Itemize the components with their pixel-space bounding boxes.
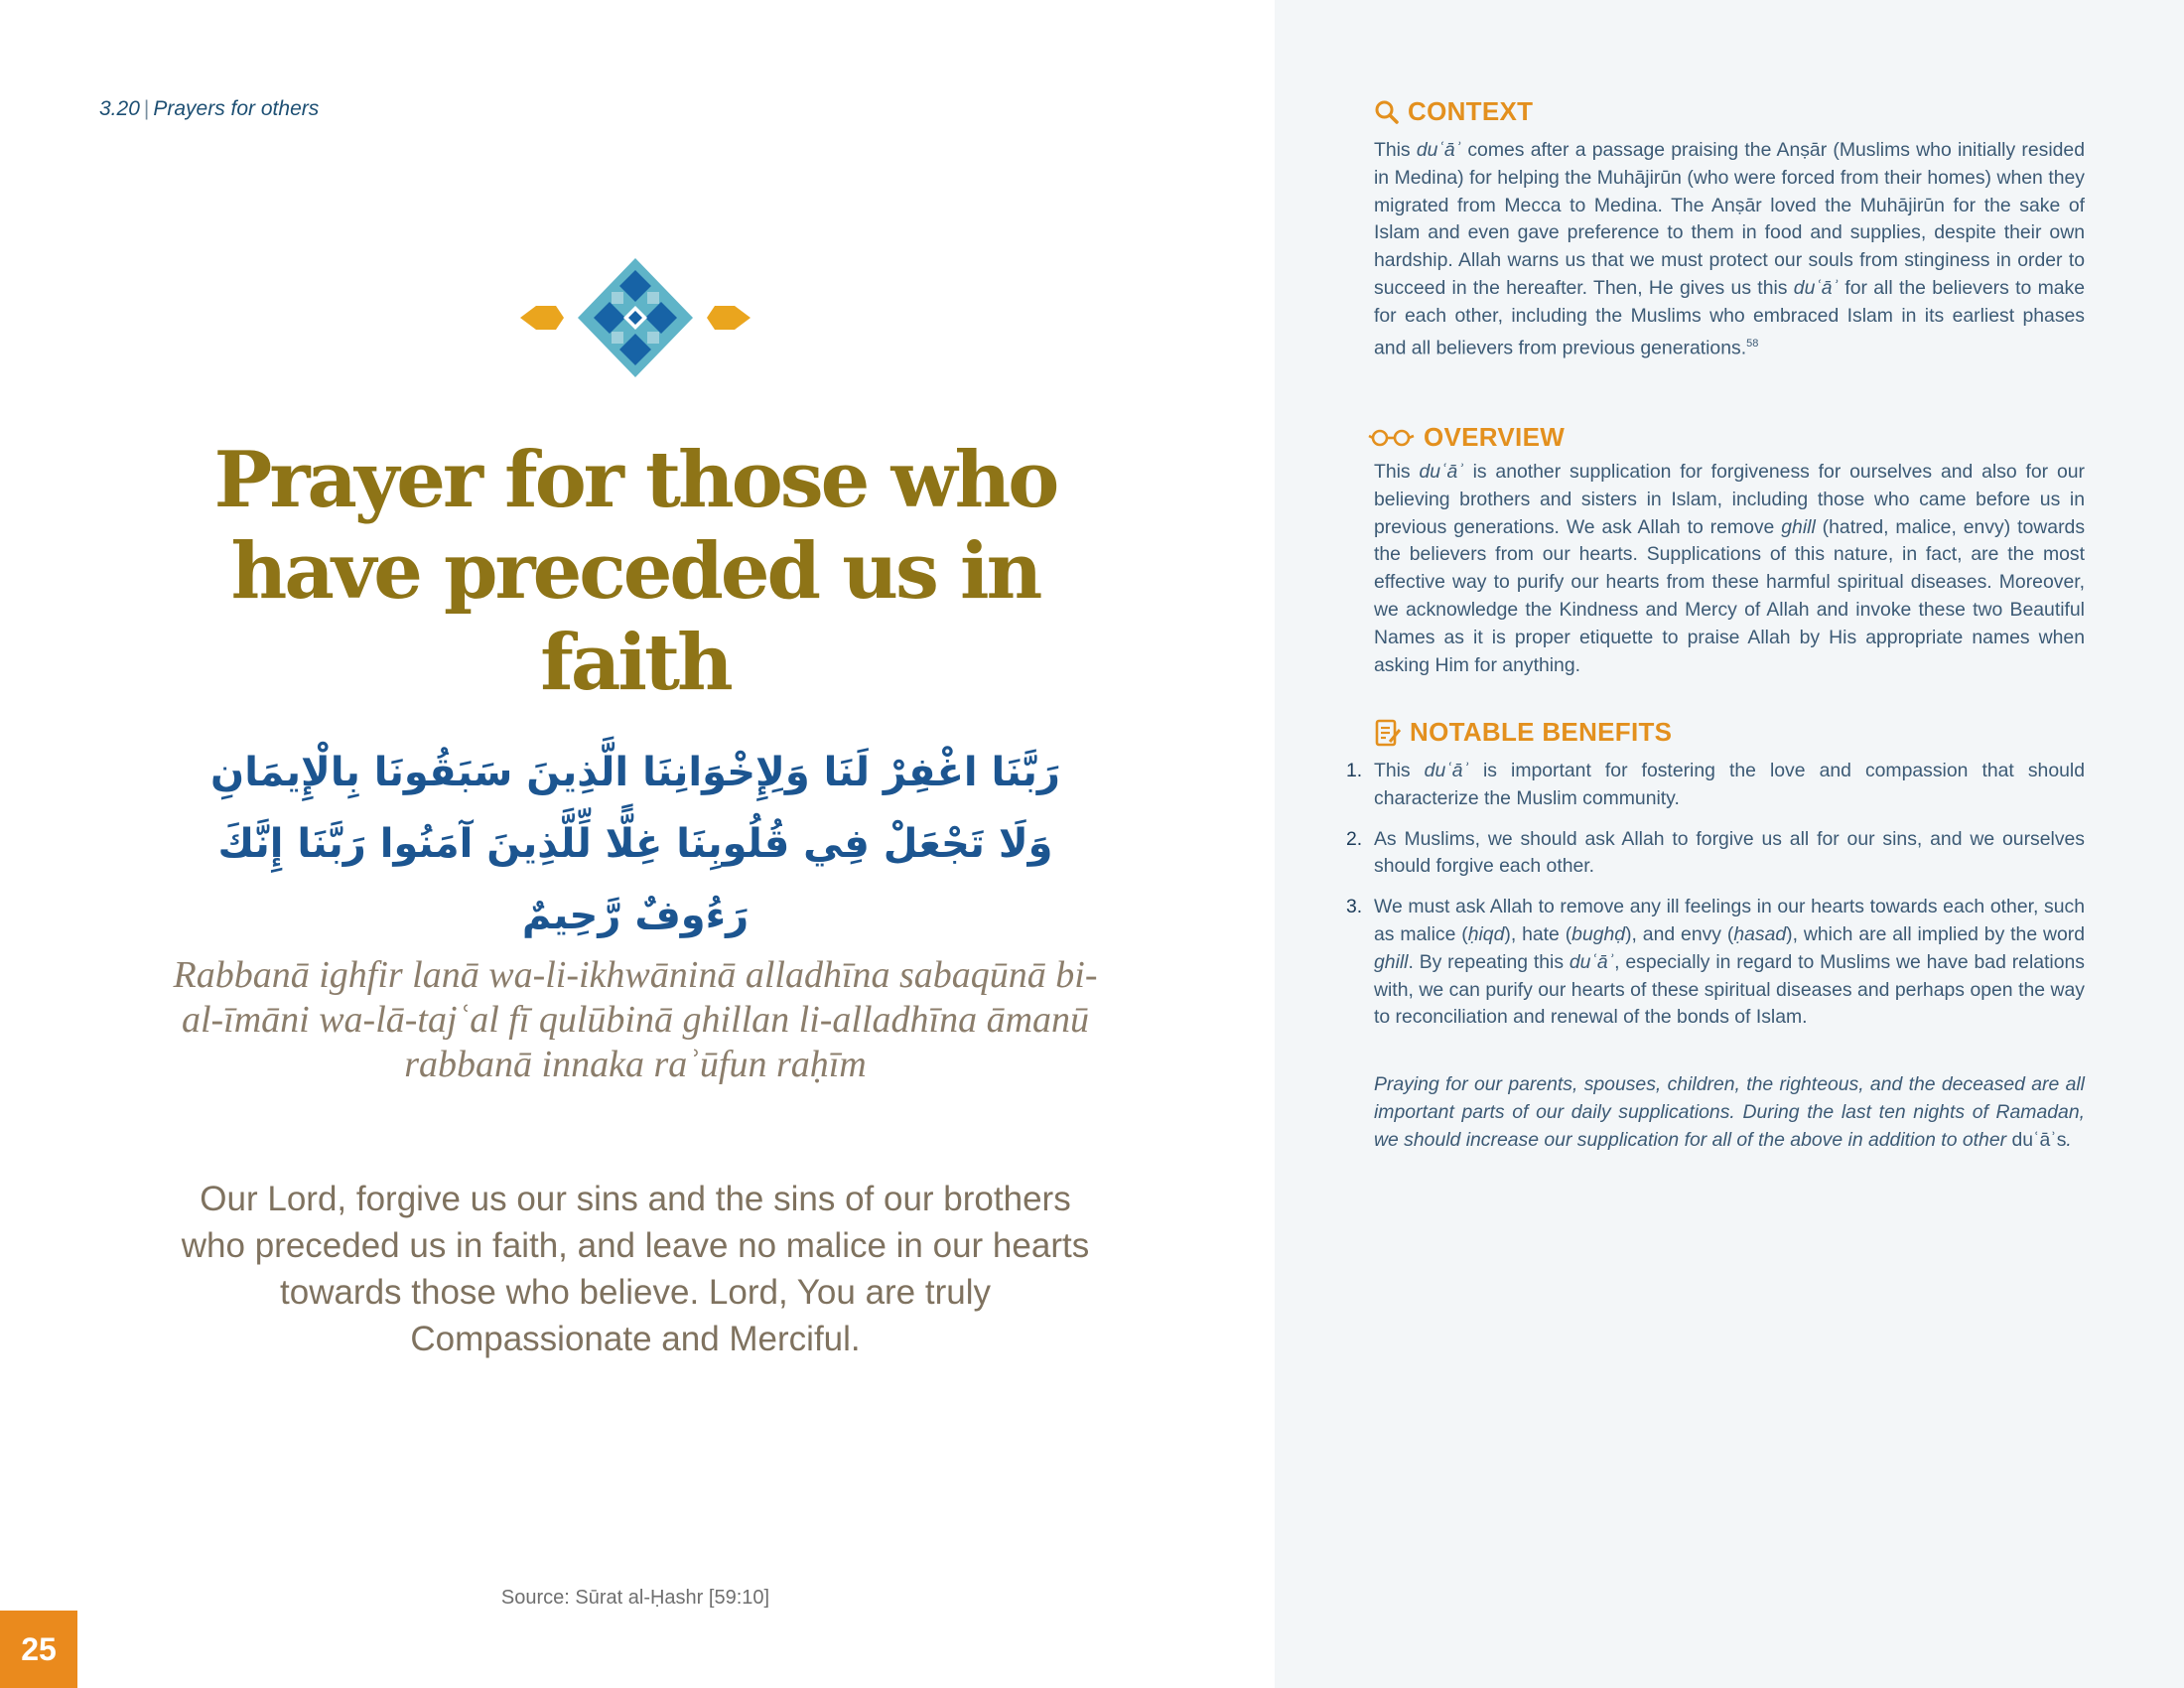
footnote-marker: 58: [1746, 337, 1759, 350]
context-heading: [1374, 96, 1533, 127]
context-paragraph: This duʿāʾ comes after a passage praising the Anṣār (Muslims who initially resided in Medina) for helping the Muhājirūn (who were forced from their homes) when they migrated from Mecca to Medina. The Anṣār loved the Muhājirūn for the sake of Islam and even gave preference to them in food and supplies, despite their own hardship. Allah warns us that we must protect our souls from stinginess in order to succeed in the hereafter. Then, He gives us this duʿāʾ for all the believers to make for each other, including the Muslims who embraced Islam in its earliest phases and all believers from previous generations.$^{58}$: [1374, 139, 2085, 359]
source-citation: Source: Sūrat al-Ḥashr [59:10]: [500, 1587, 770, 1609]
benefit-item: 1. This duʿāʾ is important for fostering the love and compassion that should characterize the Muslim community.: [1346, 760, 2085, 809]
title-line-1: Prayer for those who: [213, 435, 1057, 525]
context-heading-label: CONTEXT: [1408, 96, 1534, 126]
benefit-item: 2. As Muslims, we should ask Allah to forgive us all for our sins, and we ourselves should forgive each other.: [1346, 827, 2085, 878]
transliteration: Rabbanā ighfir lanā wa-li-ikhwāninā alladhīna sabaqūnā bi-al-īmāni wa-lā-tajʿal fī qulūbinā ghillan li-alladhīna āmanū rabbanā innaka raʾūfun raḥīm: [173, 954, 1098, 1085]
notepad-icon: [1374, 718, 1402, 748]
closing-note: Praying for our parents, spouses, children, the righteous, and the deceased are all important parts of our daily supplications. During the last ten nights of Ramadan, we should increase our supplication for all of the above in addition to other duʿāʾs.: [1374, 1073, 2085, 1151]
benefits-heading: [1374, 717, 1672, 748]
english-translation: Our Lord, forgive us our sins and the sins of our brothers who preceded us in faith, and leave no malice in our hearts towards those who believe. Lord, You are truly Compassionate and Merciful.: [181, 1180, 1090, 1358]
overview-paragraph: This duʿāʾ is another supplication for forgiveness for ourselves and also for our believing brothers and sisters in Islam, including those who came before us in previous generations. We ask Allah to remove ghill (hatred, malice, envy) towards the believers from our hearts. Supplications of this nature, in fact, are the most effective way to purify our hearts from these harmful spiritual diseases. Moreover, we acknowledge the Kindness and Mercy of Allah and invoke these two Beautiful Names as it is proper etiquette to praise Allah by His appropriate names when asking Him for anything.: [1374, 461, 2086, 676]
overview-heading-label: OVERVIEW: [1424, 422, 1566, 452]
benefits-heading-label: NOTABLE BENEFITS: [1410, 717, 1673, 747]
page-number: 25: [0, 1611, 77, 1688]
page-title: [139, 435, 1132, 709]
benefit-item: 3. We must ask Allah to remove any ill feelings in our hearts towards each other, such as malice (ḥiqd), hate (bughḍ), and envy (ḥasad), which are all implied by the word ghill. By repeating this duʿāʾ, especially in regard to Muslims we have bad relations with, we can purify our hearts of these spiritual diseases and perhaps open the way to reconciliation and renewal of the bonds of Islam.: [1346, 896, 2085, 1029]
arabic-dua: رَبَّنَا اغْفِرْ لَنَا وَلِإِخْوَانِنَا الَّذِينَ سَبَقُونَا بِالْإِيمَانِ وَلَا تَجْعَلْ فِي قُلُوبِنَا غِلًّا لِّلَّذِينَ آمَنُوا رَبَّنَا إِنَّكَ رَءُوفٌ رَّحِيمٌ: [210, 750, 1060, 938]
geometric-ornament-icon: [516, 256, 754, 379]
section-title: Prayers for others: [153, 97, 320, 120]
benefits-list: [1346, 758, 2085, 1045]
running-header: 3.20 | Prayers for others: [99, 97, 320, 120]
magnifier-icon: [1374, 99, 1400, 125]
glasses-icon: [1368, 426, 1416, 450]
section-number: 3.20: [99, 97, 140, 120]
overview-heading: [1368, 422, 1565, 453]
title-line-2: have preceded us in faith: [230, 526, 1040, 708]
